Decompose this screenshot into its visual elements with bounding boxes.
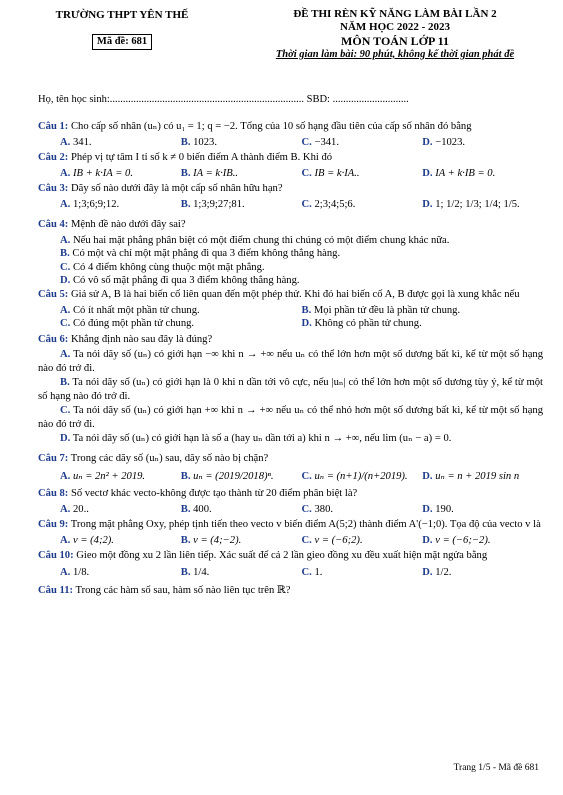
option-a: A. Ta nói dãy số (uₙ) có giới hạn −∞ khi n → +∞ nếu uₙ có thể lớn hơn một số dương bất kì, kể từ một số hạng nào đó trở đi. <box>38 349 543 374</box>
option-d: D. 190. <box>422 503 454 515</box>
option-c: C. 2;3;4;5;6. <box>301 198 356 210</box>
question-9-options <box>38 534 543 548</box>
option-b: B. IA = k·IB.. <box>180 167 239 179</box>
question-2-options <box>38 167 543 181</box>
option-b: B. 1023. <box>180 136 217 148</box>
option-d: D. IA + k·IB = 0. <box>422 167 496 179</box>
question-8-options <box>38 503 543 517</box>
student-info-line: Họ, tên học sinh:.......................................................................... SBD: ............................. <box>38 94 409 105</box>
exam-title: ĐỀ THI RÈN KỸ NĂNG LÀM BÀI LẦN 2 <box>293 8 497 20</box>
option-a: A. 20.. <box>60 503 89 515</box>
question-10: Câu 10: Gieo một đồng xu 2 lần liên tiếp. Xác suất để cả 2 lần gieo đồng xu đều xuất hiện mặt ngửa bằng <box>38 550 488 562</box>
option-c: C. uₙ = (n+1)/(n+2019). <box>301 470 408 482</box>
school-name: TRƯỜNG THPT YÊN THẾ <box>55 9 189 21</box>
option-d: D. Không có phần tử chung. <box>301 318 422 330</box>
school-year: NĂM HỌC 2022 - 2023 <box>340 21 450 34</box>
option-c: C. −341. <box>301 136 339 148</box>
option-c: C. Có đúng một phần tử chung. <box>60 318 195 330</box>
question-1-options <box>38 136 543 150</box>
option-d: D. Ta nói dãy số (uₙ) có giới hạn là số a (hay uₙ dần tới a) khi n → +∞, nếu lim (uₙ − a) = 0. <box>60 433 452 445</box>
question-3: Câu 3: Dãy số nào dưới đây là một cấp số nhân hữu hạn? <box>38 183 283 195</box>
option-c: C. 1. <box>301 566 323 578</box>
question-3-options <box>38 198 543 212</box>
option-d: D. 1/2. <box>422 566 452 578</box>
question-6: Câu 6: Khẳng định nào sau đây là đúng? <box>38 333 213 345</box>
question-7: Câu 7: Trong các dãy số (uₙ) sau, dãy số nào bị chặn? <box>38 453 269 465</box>
option-c: C. Có 4 điểm không cùng thuộc một mặt phẳng. <box>60 261 265 273</box>
option-d: D. 1; 1/2; 1/3; 1/4; 1/5. <box>422 198 520 210</box>
option-b: B. Mọi phần tử đều là phần tử chung. <box>301 304 461 316</box>
option-a: A. v = (4;2). <box>60 534 114 546</box>
option-d: D. Có vô số mặt phẳng đi qua 3 điểm không thẳng hàng. <box>60 275 300 287</box>
question-5-options <box>38 304 543 331</box>
subject: MÔN TOÁN LỚP 11 <box>341 34 449 49</box>
option-a: A. 341. <box>60 136 92 148</box>
option-a: A. 1/8. <box>60 566 90 578</box>
option-c: C. Ta nói dãy số (uₙ) có giới hạn +∞ khi n → +∞ nếu uₙ có thể nhỏ hơn một số dương bất kì, kể từ một số hạng nào đó trở đi. <box>38 405 543 430</box>
question-text: Cho cấp số nhân (uₙ) có u₁ = 1; q = −2. Tổng của 10 số hạng đầu tiên của cấp số nhân đó bằng <box>70 121 472 132</box>
option-b: B. Ta nói dãy số (uₙ) có giới hạn là 0 khi n dần tới vô cực, nếu |uₙ| có thể lớn hơn một số dương tùy ý, kể từ một số hạng nào đó trở đi. <box>38 377 543 402</box>
question-8: Câu 8: Số vectơ khác vecto-không được tạo thành từ 20 điểm phân biệt là? <box>38 488 358 500</box>
option-b: B. 1;3;9;27;81. <box>180 198 245 210</box>
duration: Thời gian làm bài: 90 phút, không kể thời gian phát đề <box>275 48 515 60</box>
option-a: A. Nếu hai mặt phẳng phân biệt có một điểm chung thì chúng có một điểm chung khác nữa. <box>60 234 450 246</box>
page-footer: Trang 1/5 - Mã đề 681 <box>453 763 539 773</box>
option-b: B. uₙ = (2019/2018)ⁿ. <box>180 470 274 482</box>
option-a: A. 1;3;6;9;12. <box>60 198 120 210</box>
option-b: B. 400. <box>180 503 212 515</box>
option-b: B. v = (4;−2). <box>180 534 242 546</box>
option-b: B. Có một và chỉ một mặt phẳng đi qua 3 điểm không thẳng hàng. <box>60 248 341 260</box>
question-number: Câu 1: <box>38 121 69 132</box>
option-a: A. Có ít nhất một phần tử chung. <box>60 304 200 316</box>
question-9: Câu 9: Trong mặt phẳng Oxy, phép tịnh tiến theo vecto v biến điểm A(5;2) thành điểm A'(−1;0). Tọa độ của vecto v là <box>38 519 541 531</box>
option-a: A. IB + k·IA = 0. <box>60 167 133 179</box>
question-7-options <box>38 470 543 484</box>
option-a: A. uₙ = 2n² + 2019. <box>60 470 146 482</box>
question-10-options <box>38 566 543 580</box>
option-c: C. 380. <box>301 503 334 515</box>
option-d: D. v = (−6;−2). <box>422 534 491 546</box>
option-d: D. uₙ = n + 2019 sin n <box>422 470 520 482</box>
option-c: C. v = (−6;2). <box>301 534 363 546</box>
question-4: Câu 4: Mệnh đề nào dưới đây sai? <box>38 219 186 231</box>
question-11: Câu 11: Trong các hàm số sau, hàm số nào liên tục trên ℝ? <box>38 585 291 597</box>
option-c: C. IB = k·IA.. <box>301 167 360 179</box>
questions <box>38 120 543 600</box>
header-left <box>22 8 222 50</box>
header-right <box>235 8 555 61</box>
question-2: Câu 2: Phép vị tự tâm I tỉ số k ≠ 0 biến điểm A thành điểm B. Khi đó <box>38 152 333 164</box>
question-5: Câu 5: Giả sử A, B là hai biến cố liên quan đến một phép thử. Khi đó hai biến cố A, B được gọi là xung khắc nếu <box>38 289 520 301</box>
exam-code: Mã đề: 681 <box>92 34 152 49</box>
option-b: B. 1/4. <box>180 566 210 578</box>
option-d: D. −1023. <box>422 136 466 148</box>
question-1 <box>38 120 543 134</box>
